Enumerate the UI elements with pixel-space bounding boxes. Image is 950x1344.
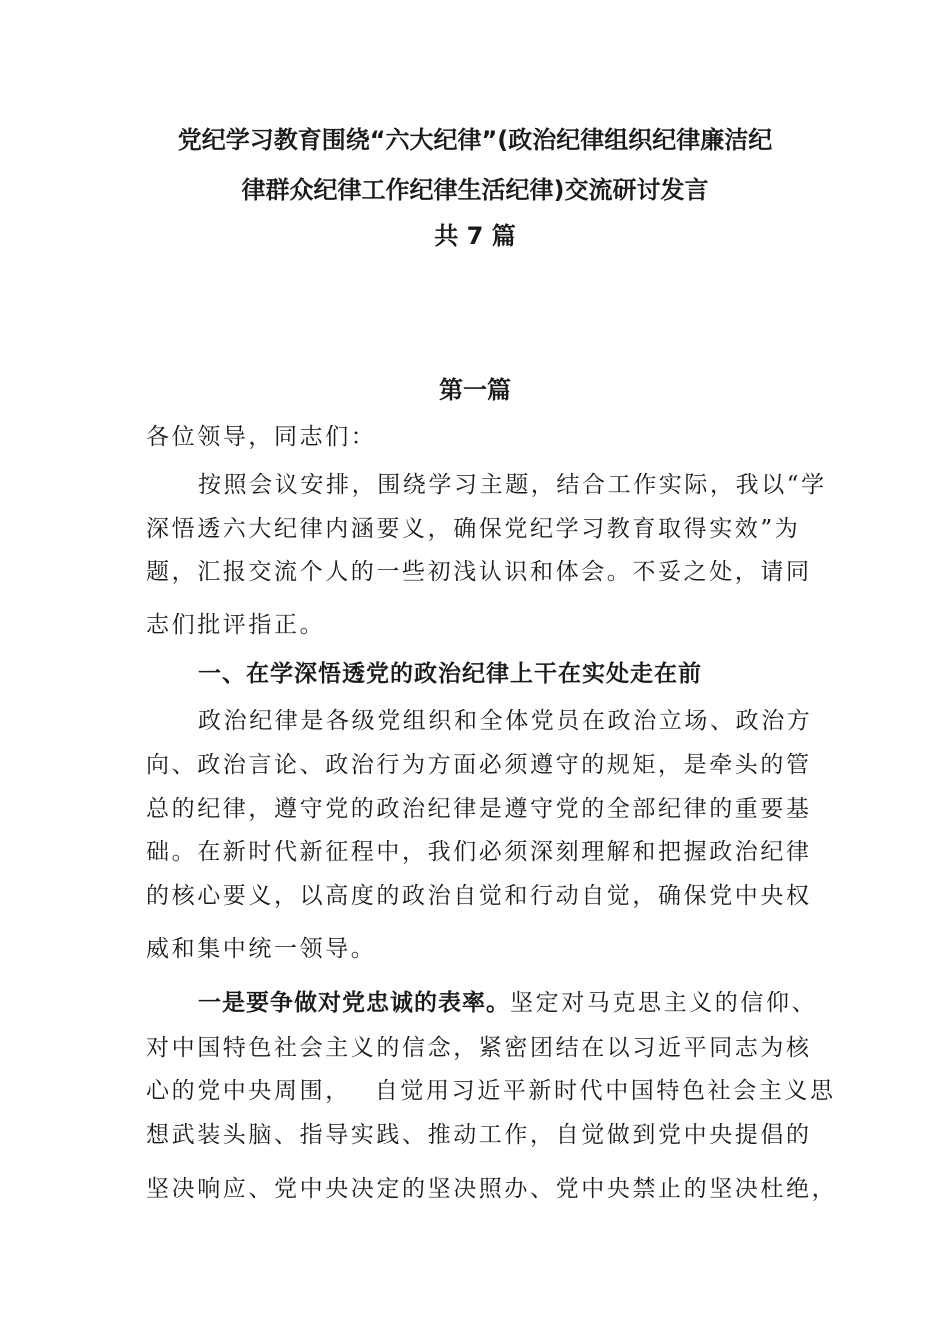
para1-line-6: 威和集中统一领导。 bbox=[146, 936, 377, 962]
document-title-line-2: 律群众纪律工作纪律生活纪律)交流研讨发言 bbox=[241, 176, 709, 204]
intro-line-3: 题，汇报交流个人的一些初浅认识和体会。不妥之处，请同 bbox=[146, 559, 812, 585]
intro-line-4: 志们批评指正。 bbox=[146, 612, 326, 638]
para1-line-4: 础。在新时代新征程中，我们必须深刻理解和把握政治纪律 bbox=[146, 839, 812, 865]
para2-line-5: 坚决响应、党中央决定的坚决照办、党中央禁止的坚决杜绝， bbox=[146, 1176, 838, 1202]
intro-line-1: 按照会议安排，围绕学习主题，结合工作实际，我以“学 bbox=[198, 472, 827, 498]
para2-line-2: 对中国特色社会主义的信念，紧密团结在以习近平同志为核 bbox=[146, 1035, 812, 1061]
section-heading: 第一篇 bbox=[439, 376, 511, 404]
salutation: 各位领导，同志们： bbox=[146, 424, 377, 450]
document-title-line-3: 共 7 篇 bbox=[434, 222, 516, 250]
para2-first-rest: 坚定对马克思主义的信仰、 bbox=[510, 990, 818, 1016]
heading-1: 一、在学深悟透党的政治纪律上干在实处走在前 bbox=[198, 661, 702, 687]
para2-line-1 bbox=[198, 984, 817, 1017]
para2-bold-lead: 一是要争做对党忠诚的表率。 bbox=[198, 990, 510, 1016]
para2-line-3: 心的党中央周围， 自觉用习近平新时代中国特色社会主义思 bbox=[146, 1078, 836, 1104]
document-title-line-1: 党纪学习教育围绕“六大纪律”(政治纪律组织纪律廉洁纪 bbox=[177, 126, 773, 154]
para1-line-3: 总的纪律，遵守党的政治纪律是遵守党的全部纪律的重要基 bbox=[146, 796, 812, 822]
para1-line-5: 的核心要义，以高度的政治自觉和行动自觉，确保党中央权 bbox=[146, 883, 812, 909]
para1-line-2: 向、政治言论、政治行为方面必须遵守的规矩，是牵头的管 bbox=[146, 752, 812, 778]
intro-line-2: 深悟透六大纪律内涵要义，确保党纪学习教育取得实效”为 bbox=[146, 516, 801, 542]
para2-line-4: 想武装头脑、指导实践、推动工作，自觉做到党中央提倡的 bbox=[146, 1122, 812, 1148]
para1-line-1: 政治纪律是各级党组织和全体党员在政治立场、政治方 bbox=[198, 708, 813, 734]
